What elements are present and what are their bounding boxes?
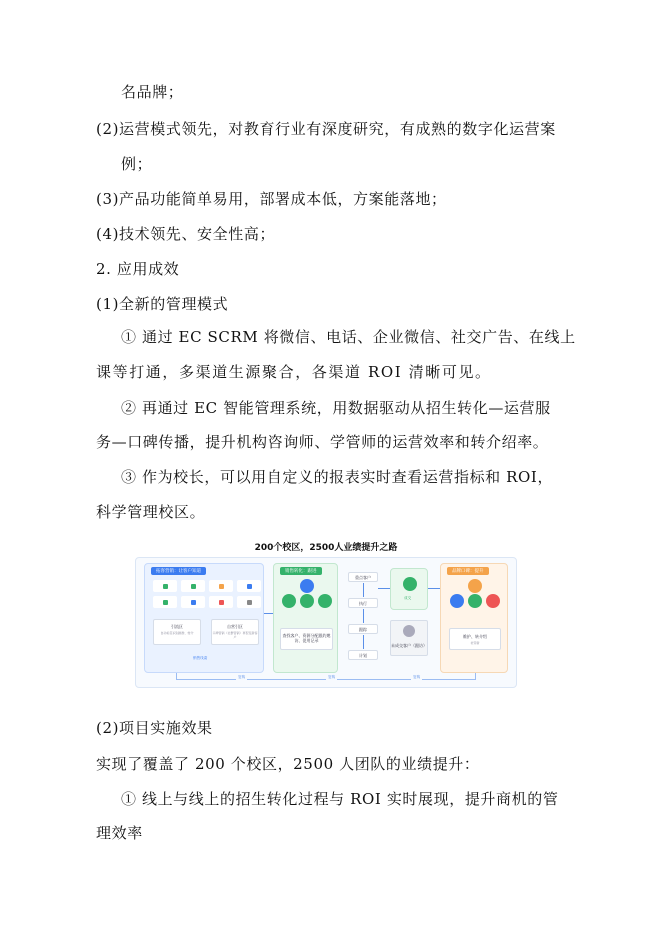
paragraph-line: ③ 作为校长，可以用自定义的报表实时查看运营指标和 ROI， xyxy=(121,468,554,486)
channel-chip xyxy=(237,580,261,592)
loop-label: 复购 xyxy=(413,675,421,679)
wechat-icon xyxy=(282,594,296,608)
paragraph-line: (4)技术领先、安全性高； xyxy=(96,225,276,243)
channel-chip xyxy=(181,596,205,608)
paragraph-line: 例； xyxy=(121,155,153,173)
brand-icon xyxy=(468,579,482,593)
flow-arrow xyxy=(428,588,440,589)
workflow-figure xyxy=(135,540,517,688)
sales-tag: 销售转化：跟进 xyxy=(280,567,322,575)
channel-icon xyxy=(300,579,314,593)
flow-arrow xyxy=(363,583,364,597)
self-run-sub: 口碑营销（社群营销）再裂变新客户 xyxy=(212,631,258,639)
paragraph-line: 科学管理校区。 xyxy=(96,503,206,521)
nodeal-box xyxy=(390,620,428,656)
channel-icon xyxy=(468,594,482,608)
maintain-label: 维护、转介绍 xyxy=(463,634,487,639)
paragraph-line: ① 线上与线上的招生转化过程与 ROI 实时展现，提升商机的管 xyxy=(121,790,559,808)
paragraph-line: (2)运营模式领先，对教育行业有深度研究，有成熟的数字化运营案 xyxy=(96,120,556,138)
paragraph-line: ② 再通过 EC 智能管理系统，用数据驱动从招生转化—运营服 xyxy=(121,399,551,417)
subsection-heading: (2)项目实施效果 xyxy=(96,719,213,737)
paragraph-line: 理效率 xyxy=(96,824,143,842)
marketing-tag: 拓客营销：让客户知道 xyxy=(151,567,206,575)
channel-chip xyxy=(153,580,177,592)
channel-chip xyxy=(237,596,261,608)
channel-chip xyxy=(209,596,233,608)
deal-box xyxy=(390,568,428,610)
paragraph-line: 名品牌； xyxy=(121,83,184,101)
sales-panel xyxy=(273,563,338,673)
loop-line xyxy=(176,673,177,679)
channel-chip xyxy=(209,580,233,592)
lead-area-box xyxy=(153,619,201,645)
brand-tag: 品牌口碑：提升 xyxy=(447,567,489,575)
step-box: 跟踪 xyxy=(348,624,378,634)
follow-box: 查找客户、资源分配跟约邀访、促用记录 xyxy=(280,628,333,650)
paragraph-line: 实现了覆盖了 200 个校区，2500 人团队的业绩提升： xyxy=(96,755,480,773)
lead-area-label: 引流区 xyxy=(171,624,183,629)
loop-label: 复购 xyxy=(238,675,246,679)
nodeal-label: 未成交客户（跟访） xyxy=(391,643,427,648)
chat-icon xyxy=(318,594,332,608)
step-box: 执行 xyxy=(348,598,378,608)
channel-icon xyxy=(450,594,464,608)
cross-icon xyxy=(403,625,415,637)
paragraph-line: 课等打通，多渠道生源聚合，各渠道 ROI 清晰可见。 xyxy=(96,363,492,381)
section-heading: 2. 应用成效 xyxy=(96,260,180,278)
step-box: 重点客户 xyxy=(348,572,378,582)
lead-area-sub: 自动标签识别画像、转介 xyxy=(160,631,194,635)
loop-label: 复购 xyxy=(328,675,336,679)
maintain-box xyxy=(449,628,501,650)
figure-title: 200个校区，2500人业绩提升之路 xyxy=(254,543,398,553)
step-box: 计划 xyxy=(348,650,378,660)
flow-arrow xyxy=(264,613,273,614)
flow-arrow xyxy=(378,588,390,589)
paragraph-line: ① 通过 EC SCRM 将微信、电话、企业微信、社交广告、在线上 xyxy=(121,328,576,346)
channel-chip xyxy=(153,596,177,608)
check-icon xyxy=(403,577,417,591)
self-run-box xyxy=(211,619,259,645)
maintain-sub: 老带新 xyxy=(470,641,480,645)
figure-canvas xyxy=(135,557,517,688)
deal-label: 成交 xyxy=(404,596,412,600)
flow-arrow xyxy=(363,635,364,649)
marketing-panel xyxy=(144,563,264,673)
flow-arrow xyxy=(363,609,364,623)
brand-panel xyxy=(440,563,508,673)
sales-lead-label: 销售线索 xyxy=(193,656,208,660)
channel-chip xyxy=(181,580,205,592)
loop-line xyxy=(475,673,476,679)
channel-icon xyxy=(486,594,500,608)
paragraph-line: (3)产品功能简单易用，部署成本低，方案能落地； xyxy=(96,190,447,208)
self-run-label: 自营引区 xyxy=(227,624,243,629)
phone-icon xyxy=(300,594,314,608)
subsection-heading: (1)全新的管理模式 xyxy=(96,295,229,313)
paragraph-line: 务—口碑传播，提升机构咨询师、学管师的运营效率和转介绍率。 xyxy=(96,433,549,451)
